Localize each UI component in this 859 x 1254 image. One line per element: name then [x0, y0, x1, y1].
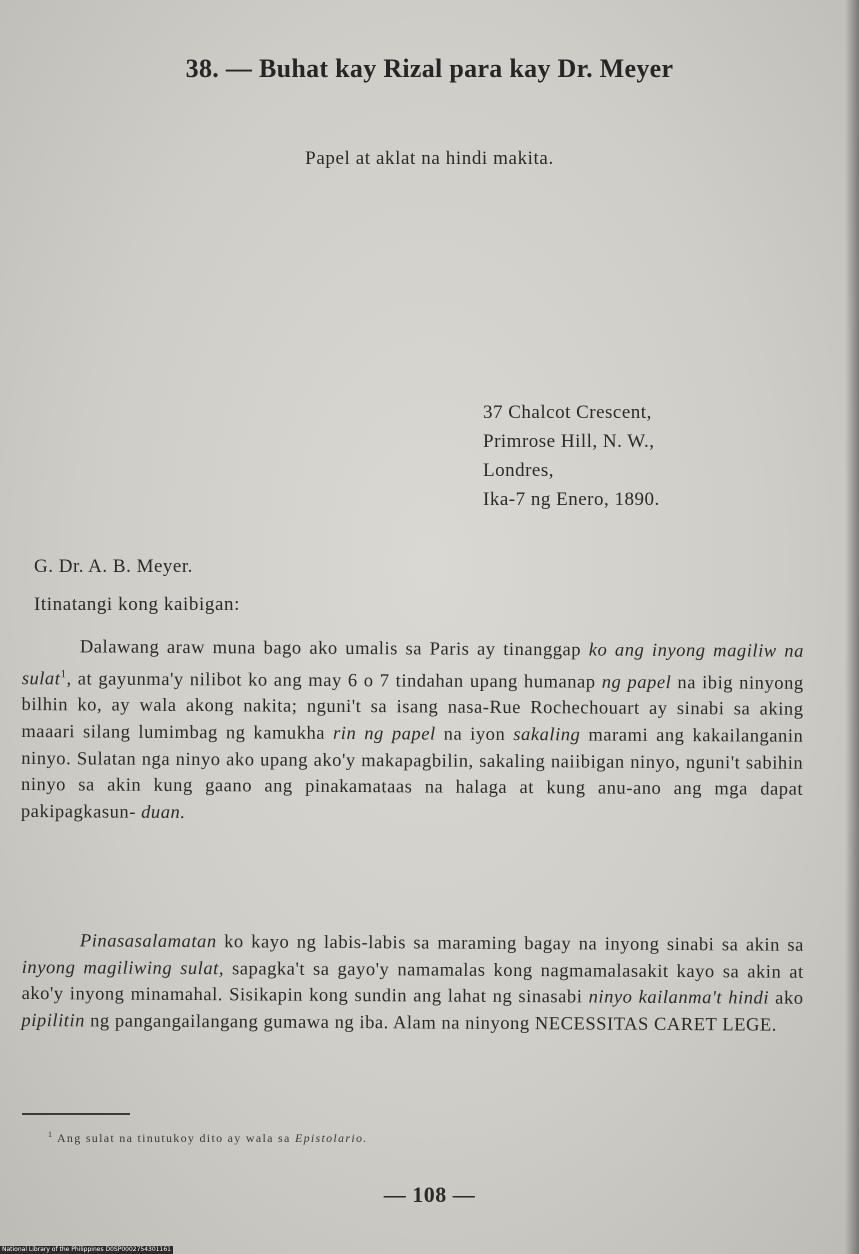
- paragraph-2: [21, 928, 804, 1039]
- italic-run: ko ang inyong magiliw na sulat: [21, 640, 804, 689]
- text-run: marami ang kakailanganin ninyo. Sulatan nga ninyo ako upang ako'y makapagbilin, sakaling naiibigan ninyo, nguni't sabihin ninyo sa akin kung gaano ang pinakamataas na halaga at kung anu-ano ang mga dapat pakipagkasun-: [20, 725, 804, 823]
- text-run: ako: [768, 988, 804, 1009]
- footnote-text: Ang sulat na tinutukoy dito ay wala sa: [53, 1131, 295, 1145]
- page-edge-shadow: [845, 0, 859, 1254]
- italic-run: sakaling: [513, 724, 581, 746]
- text-run: , at gayunma'y nilibot ko ang may 6 o 7 tindahan upang humanap: [66, 669, 596, 693]
- address-line: Primrose Hill, N. W.,: [483, 431, 655, 452]
- paragraph-1: [21, 634, 804, 830]
- footnote-mark: 1: [48, 1130, 54, 1139]
- italic-run: Pinasasalamatan: [79, 931, 217, 953]
- text-run: na ibig ninyong bilhin ko, ay wala akong nakita; nguni't sa isang nasa-Rue Rochechouart ay sinabi sa aking maaari silang lumimbag ng kamukha: [21, 672, 804, 744]
- footnote-divider: [22, 1113, 130, 1115]
- recipient-name: G. Dr. A. B. Meyer.: [34, 556, 193, 577]
- text-run: ko kayo ng labis-labis sa maraming bagay na inyong sinabi sa akin sa: [216, 932, 804, 956]
- footnote: [48, 1130, 368, 1146]
- address-line: 37 Chalcot Crescent,: [483, 402, 652, 423]
- footnote-source: Epistolario.: [294, 1131, 368, 1145]
- text-run: na iyon: [435, 724, 506, 745]
- address-line: Londres,: [483, 460, 555, 481]
- footnote-ref: 1: [60, 667, 67, 680]
- text-run: ng pangangailangang gumawa ng iba. Alam na ninyong NECESSITAS CARET LEGE.: [84, 1011, 777, 1036]
- letter-title: 38. — Buhat kay Rizal para kay Dr. Meyer: [185, 54, 674, 83]
- sender-address: [483, 398, 660, 514]
- italic-run: ninyo kailanma't hindi: [588, 987, 770, 1009]
- letter-subtitle: Papel at aklat na hindi makita.: [305, 148, 554, 169]
- italic-run: inyong magiliwing sulat,: [21, 957, 225, 979]
- italic-run: duan.: [141, 802, 186, 823]
- italic-run: pipilitin: [21, 1010, 86, 1032]
- page-number: — 108 —: [383, 1182, 476, 1207]
- library-credit: National Library of the Philippines D0SP0002754301161: [2, 1246, 171, 1253]
- italic-run: rin ng papel: [333, 723, 436, 745]
- text-run: sapagka't sa gayo'y namamalas kong nagmamalasakit kayo sa akin at ako'y inyong minamahal. Sisikapin kong sundin ang lahat ng sinasabi: [21, 958, 804, 1008]
- italic-run: ng papel: [601, 672, 672, 693]
- greeting: Itinatangi kong kaibigan:: [34, 594, 241, 615]
- text-run: Dalawang araw muna bago ako umalis sa Paris ay tinanggap: [79, 637, 582, 661]
- letter-date: Ika-7 ng Enero, 1890.: [483, 489, 660, 510]
